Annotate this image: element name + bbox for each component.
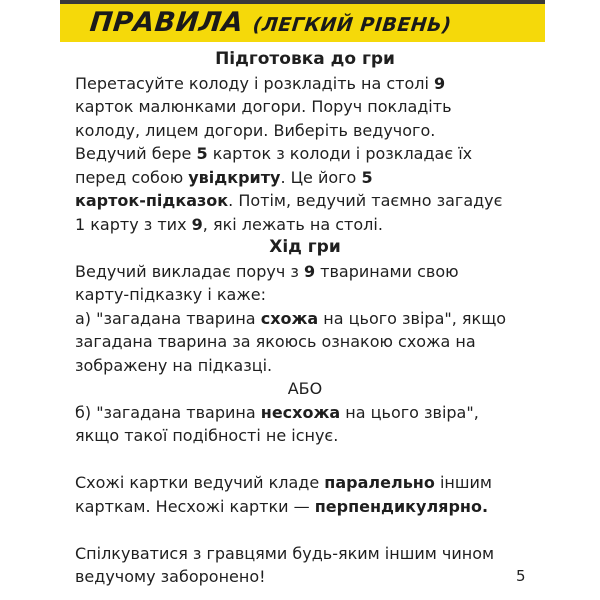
play-line-4: загадана тварина за якоюсь ознакою схожа на xyxy=(75,332,476,351)
prep-line-5: перед собою увідкриту. Це його 5 xyxy=(75,167,373,187)
prep-line-4: Ведучий бере 5 карток з колоди і розкладає їх xyxy=(75,144,473,163)
rule-line-2: ведучому заборонено! xyxy=(75,567,266,586)
page-title xyxy=(88,7,453,38)
heading-gameplay: Хід гри xyxy=(269,237,341,257)
title-main: ПРАВИЛА xyxy=(88,7,245,38)
title-banner xyxy=(60,4,545,42)
prep-line-1: Перетасуйте колоду і розкладіть на столі 9 xyxy=(75,73,446,93)
or-separator: АБО xyxy=(287,379,323,398)
prep-line-7: 1 карту з тих 9, які лежать на столі. xyxy=(75,214,383,234)
prep-line-6: карток-підказок. Потім, ведучий таємно загадує xyxy=(75,191,503,210)
play-line-6: б) "загадана тварина несхожа на цього звіра", xyxy=(75,402,479,422)
rules-text xyxy=(75,48,535,589)
rule-line-1: Спілкуватися з гравцями будь-яким іншим чином xyxy=(75,543,495,563)
paragraph-gap xyxy=(75,518,535,542)
play-line-3: а) "загадана тварина схожа на цього звіра", якщо xyxy=(75,308,507,328)
prep-line-2: карток малюнками догори. Поруч покладіть xyxy=(75,97,452,116)
prep-line-3: колоду, лицем догори. Виберіть ведучого. xyxy=(75,120,436,140)
play-line-7: якщо такої подібності не існує. xyxy=(75,426,339,445)
placement-line-2: карткам. Несхожі картки — перпендикулярно. xyxy=(75,496,489,516)
placement-line-1: Схожі картки ведучий кладе паралельно іншим xyxy=(75,473,492,492)
title-level: (ЛЕГКИЙ РІВЕНЬ) xyxy=(251,14,453,36)
heading-preparation: Підготовка до гри xyxy=(215,49,395,69)
play-line-1: Ведучий викладає поруч з 9 тваринами свою xyxy=(75,261,459,281)
paragraph-gap xyxy=(75,448,535,472)
play-line-5: зображену на підказці. xyxy=(75,355,273,375)
play-line-2: карту-підказку і каже: xyxy=(75,285,266,304)
page-number: 5 xyxy=(516,567,526,585)
